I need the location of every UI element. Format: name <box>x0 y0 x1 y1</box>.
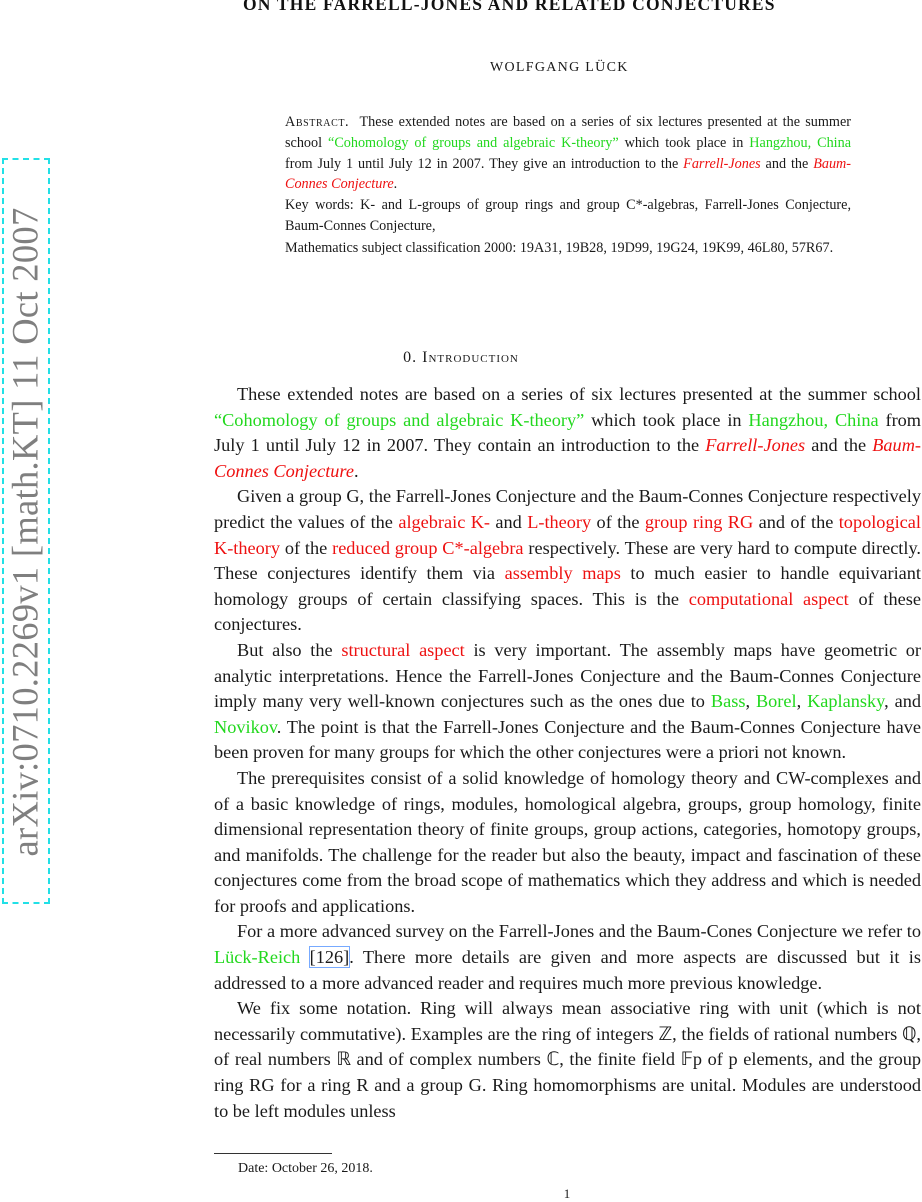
link-reduced-group-c-algebra[interactable]: reduced group C*-algebra <box>332 537 524 558</box>
link-baum-connes[interactable]: Baum-Connes Conjecture <box>285 155 852 193</box>
text: These extended notes are based on a series of six lectures presented at the summer school <box>237 384 921 404</box>
link-algebraic-k[interactable]: algebraic K- <box>398 511 490 532</box>
text: . There more details are given and more aspects are discussed but it is addressed to a more advanced reader and requires much more previous knowledge. <box>214 947 921 993</box>
main-text <box>214 382 921 1124</box>
abstract-text: These extended notes are based on a series of six lectures presented at the summer school <box>285 114 851 151</box>
link-l-theory[interactable]: L-theory <box>527 511 592 532</box>
paragraph-4: The prerequisites consist of a solid knowledge of homology theory and CW-complexes and of a basic knowledge of rings, modules, homological algebra, groups, group homology, finite dimensional representation theory of finite groups, group actions, categories, homotopy groups, and manifolds. The challenge for the reader but also the beauty, impact and fascination of these conjectures come from the broad scope of mathematics which they address and which is needed for proofs and applications. <box>214 767 921 916</box>
text: But also the <box>237 639 342 660</box>
abstract-text: which took place in <box>618 134 750 151</box>
text: . The point is that the Farrell-Jones Conjecture and the Baum-Connes Conjecture have been proven for many groups for which the other conjectures were a priori not known. <box>214 716 921 763</box>
link-lueck-reich[interactable]: Lück-Reich <box>214 947 301 968</box>
paragraph-6: We fix some notation. Ring will always mean associative ring with unit (which is not necessarily commutative). Examples are the ring of integers ℤ, the fields of rational numbers ℚ, of real numbers ℝ and of complex numbers ℂ, the finite field 𝔽p of p elements, and the group ring RG for a ring R and a group G. Ring homomorphisms are unital. Modules are understood to be left modules unless <box>214 998 921 1121</box>
author: WOLFGANG LÜCK <box>490 60 629 75</box>
link-topological-k-theory[interactable]: topological K-theory <box>214 511 921 558</box>
text: and the <box>805 435 873 456</box>
text: to much easier to handle equivariant homology groups of certain classifying spaces. This is the <box>214 563 921 609</box>
link-structural-aspect[interactable]: structural aspect <box>341 639 465 660</box>
abstract <box>285 112 851 195</box>
link-farrell-jones[interactable]: Farrell-Jones <box>683 155 761 172</box>
text: , and <box>884 691 922 712</box>
paragraph-2 <box>214 484 921 638</box>
link-summer-school[interactable]: “Cohomology of groups and algebraic K-theory” <box>328 134 619 151</box>
text: which took place in <box>584 409 749 430</box>
msc-classification: Mathematics subject classification 2000: 19A31, 19B28, 19D99, 19G24, 19K99, 46L80, 57R67. <box>285 240 834 256</box>
abstract-text: . <box>393 176 398 193</box>
paragraph-1 <box>214 382 921 484</box>
paragraph-5 <box>214 919 921 996</box>
text: , <box>796 691 808 712</box>
text: . <box>353 460 359 481</box>
text: of these conjectures. <box>214 588 921 635</box>
keywords: Key words: K- and L-groups of group rings and group C*-algebras, Farrell-Jones Conjecture, Baum-Connes Conjecture, <box>285 197 851 234</box>
link-group-ring[interactable]: group ring RG <box>644 511 754 532</box>
link-computational-aspect[interactable]: computational aspect <box>688 588 849 609</box>
arxiv-stamp: arXiv:0710.2269v1 [math.KT] 11 Oct 2007 <box>4 207 46 857</box>
text: of the <box>280 537 333 558</box>
abstract-text: from July 1 until July 12 in 2007. They give an introduction to the <box>285 155 684 172</box>
citation[interactable]: [126] <box>309 947 350 968</box>
link-borel[interactable]: Borel <box>755 691 797 712</box>
footnote-date: Date: October 26, 2018. <box>238 1161 373 1176</box>
paper-title: ON THE FARRELL-JONES AND RELATED CONJECTURES <box>243 0 776 14</box>
link-hangzhou[interactable]: Hangzhou, China <box>748 409 879 430</box>
footnote-rule <box>214 1153 332 1154</box>
section-heading: 0. Introduction <box>403 349 519 366</box>
link-baum-connes[interactable]: Baum-Connes Conjecture <box>214 435 921 481</box>
text: from July 1 until July 12 in 2007. They contain an introduction to the <box>214 409 922 456</box>
link-bass[interactable]: Bass <box>710 691 746 712</box>
text: respectively. These are very hard to compute directly. These conjectures identify them via <box>214 537 921 584</box>
text: For a more advanced survey on the Farrell-Jones and the Baum-Cones Conjecture we refer to <box>237 921 921 942</box>
paragraph-3 <box>214 638 921 766</box>
page-number: 1 <box>563 1186 571 1201</box>
link-novikov[interactable]: Novikov <box>214 716 277 737</box>
link-summer-school[interactable]: “Cohomology of groups and algebraic K-theory” <box>214 409 585 430</box>
link-kaplansky[interactable]: Kaplansky <box>807 691 885 712</box>
text: and <box>490 511 528 532</box>
text: is very important. The assembly maps have geometric or analytic interpretations. Hence the Farrell-Jones Conjecture and the Baum-Connes Conjecture imply many very well-known conjectures such as the ones due to <box>214 639 921 712</box>
text: , <box>745 691 756 712</box>
link-farrell-jones[interactable]: Farrell-Jones <box>705 435 806 456</box>
text: and of the <box>753 511 839 532</box>
link-hangzhou[interactable]: Hangzhou, China <box>749 134 852 151</box>
text: of the <box>591 511 645 532</box>
link-assembly-maps[interactable]: assembly maps <box>504 563 621 584</box>
abstract-label: Abstract. <box>285 114 350 130</box>
text: Given a group G, the Farrell-Jones Conjecture and the Baum-Connes Conjecture respectively predict the values of the <box>214 486 921 532</box>
abstract-text: and the <box>760 155 814 172</box>
